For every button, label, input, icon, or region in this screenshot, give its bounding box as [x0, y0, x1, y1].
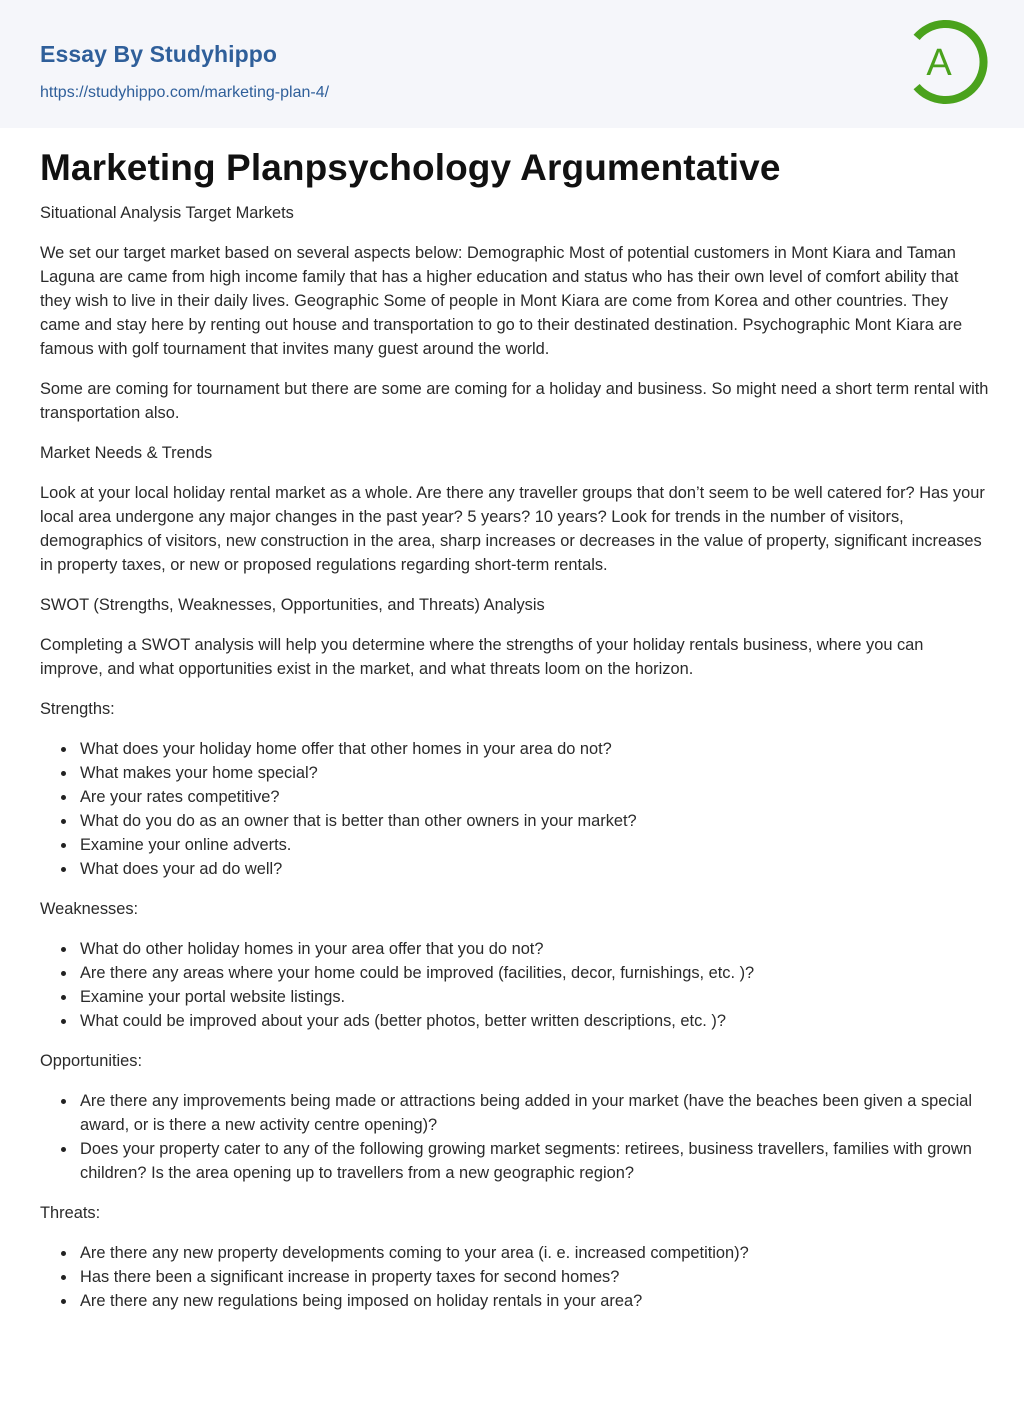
list-item: Has there been a significant increase in property taxes for second homes? — [80, 1265, 990, 1289]
site-header — [0, 0, 1024, 128]
weaknesses-list — [40, 937, 990, 1033]
page-title: Marketing Planpsychology Argumentative — [40, 147, 781, 188]
list-item: Examine your online adverts. — [80, 833, 990, 857]
studyhippo-logo-icon[interactable] — [905, 17, 991, 107]
threats-label: Threats: — [40, 1204, 101, 1222]
list-item: What does your holiday home offer that other homes in your area do not? — [80, 737, 990, 761]
opportunities-label: Opportunities: — [40, 1052, 143, 1070]
list-item: Are there any improvements being made or attractions being added in your market (have the beaches been given a special award, or is there a new activity centre opening)? — [80, 1089, 990, 1137]
list-item: What could be improved about your ads (better photos, better written descriptions, etc. )? — [80, 1009, 990, 1033]
strengths-list — [40, 737, 990, 881]
list-item: Examine your portal website listings. — [80, 985, 990, 1009]
logo-letter: A — [926, 42, 952, 84]
article — [40, 146, 990, 1313]
paragraph-market-trends: Look at your local holiday rental market as a whole. Are there any traveller groups that don’t seem to be well catered for? Has your local area undergone any major changes in the past year? 5 years? 10 years? Look for trends in the number of visitors, demographics of visitors, new construction in the area, sharp increases or decreases in the value of property, significant increases in property taxes, or new or proposed regulations regarding short-term rentals. — [40, 484, 985, 574]
list-item: Are there any new property developments coming to your area (i. e. increased competition)? — [80, 1241, 990, 1265]
brand-title[interactable]: Essay By Studyhippo — [40, 41, 278, 67]
weaknesses-label: Weaknesses: — [40, 900, 139, 918]
paragraph-swot-intro: Completing a SWOT analysis will help you determine where the strengths of your holiday rentals business, where you can improve, and what opportunities exist in the market, and what threats loom on the horizon. — [40, 636, 924, 678]
article-subtitle: Situational Analysis Target Markets — [40, 204, 294, 222]
paragraph-short-term-rental: Some are coming for tournament but there are some are coming for a holiday and business. So might need a short term rental with transportation also. — [40, 380, 989, 422]
strengths-label: Strengths: — [40, 700, 115, 718]
list-item: Are there any new regulations being imposed on holiday rentals in your area? — [80, 1289, 990, 1313]
list-item: What do other holiday homes in your area offer that you do not? — [80, 937, 990, 961]
list-item: Does your property cater to any of the following growing market segments: retirees, business travellers, families with grown children? Is the area opening up to travellers from a new geographic region? — [80, 1137, 990, 1185]
list-item: What do you do as an owner that is better than other owners in your market? — [80, 809, 990, 833]
heading-market-needs: Market Needs & Trends — [40, 444, 213, 462]
paragraph-target-market: We set our target market based on several aspects below: Demographic Most of potential customers in Mont Kiara and Taman Laguna are came from high income family that has a higher education and status who has their own level of comfort ability that they wish to live in their daily lives. Geographic Some of people in Mont Kiara are come from Korea and other countries. They came and stay here by renting out house and transportation to go to their destinated destination. Psychographic Mont Kiara are famous with golf tournament that invites many guest around the world. — [40, 244, 963, 358]
list-item: What does your ad do well? — [80, 857, 990, 881]
opportunities-list — [40, 1089, 990, 1185]
list-item: Are your rates competitive? — [80, 785, 990, 809]
list-item: Are there any areas where your home could be improved (facilities, decor, furnishings, etc. )? — [80, 961, 990, 985]
list-item: What makes your home special? — [80, 761, 990, 785]
source-url-link[interactable]: https://studyhippo.com/marketing-plan-4/ — [40, 84, 330, 101]
threats-list — [40, 1241, 990, 1313]
heading-swot: SWOT (Strengths, Weaknesses, Opportunities, and Threats) Analysis — [40, 596, 545, 614]
